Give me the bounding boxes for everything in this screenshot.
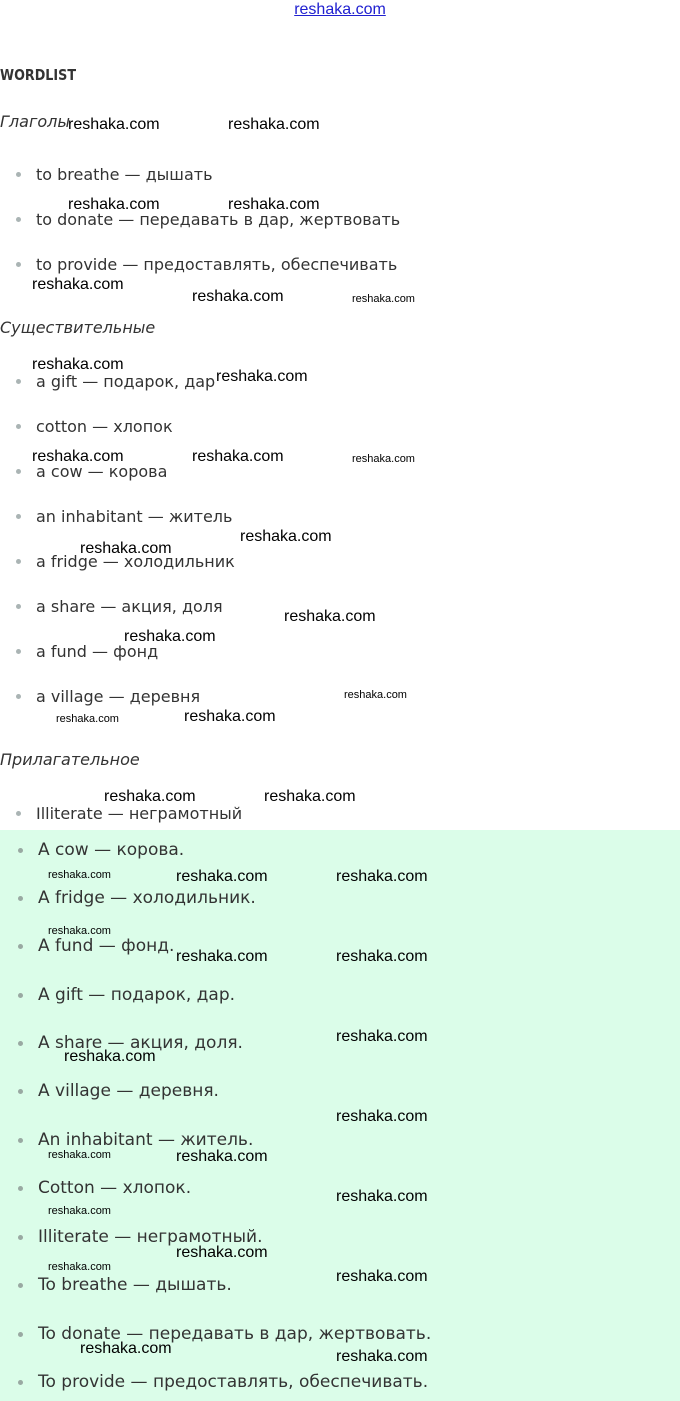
bullet-icon xyxy=(16,469,21,474)
watermark: reshaka.com xyxy=(184,708,276,725)
bullet-icon xyxy=(18,1235,23,1240)
watermark: reshaka.com xyxy=(32,448,124,465)
watermark: reshaka.com xyxy=(48,869,111,881)
watermark: reshaka.com xyxy=(336,948,428,965)
bullet-icon xyxy=(16,172,21,177)
watermark: reshaka.com xyxy=(64,1048,156,1065)
section-heading-verbs: Глаголы xyxy=(0,112,70,131)
watermark: reshaka.com xyxy=(80,540,172,557)
bullet-icon xyxy=(18,1380,23,1385)
bullet-icon xyxy=(18,1041,23,1046)
bullet-icon xyxy=(16,514,21,519)
watermark: reshaka.com xyxy=(228,116,320,133)
bullet-icon xyxy=(16,604,21,609)
bullet-icon xyxy=(18,1089,23,1094)
bullet-icon xyxy=(16,217,21,222)
watermark: reshaka.com xyxy=(176,1148,268,1165)
watermark: reshaka.com xyxy=(192,288,284,305)
watermark: reshaka.com xyxy=(48,1261,111,1273)
watermark: reshaka.com xyxy=(32,356,124,373)
watermark: reshaka.com xyxy=(228,196,320,213)
watermark: reshaka.com xyxy=(352,453,415,465)
bullet-icon xyxy=(18,944,23,949)
watermark: reshaka.com xyxy=(336,1268,428,1285)
bullet-icon xyxy=(16,649,21,654)
bullet-icon xyxy=(16,262,21,267)
watermark: reshaka.com xyxy=(336,1188,428,1205)
bullet-icon xyxy=(16,424,21,429)
watermark: reshaka.com xyxy=(240,528,332,545)
bullet-icon xyxy=(16,559,21,564)
section-heading-adjectives: Прилагательное xyxy=(0,750,140,769)
watermark: reshaka.com xyxy=(56,713,119,725)
watermark: reshaka.com xyxy=(336,1028,428,1045)
watermark: reshaka.com xyxy=(352,293,415,305)
watermark: reshaka.com xyxy=(68,196,160,213)
bullet-icon xyxy=(18,1186,23,1191)
watermark: reshaka.com xyxy=(104,788,196,805)
watermark: reshaka.com xyxy=(176,1244,268,1261)
watermark: reshaka.com xyxy=(48,1205,111,1217)
watermark: reshaka.com xyxy=(216,368,308,385)
watermark: reshaka.com xyxy=(48,1149,111,1161)
watermark: reshaka.com xyxy=(264,788,356,805)
bullet-icon xyxy=(16,811,21,816)
page-title: WORDLIST xyxy=(0,66,77,84)
watermark: reshaka.com xyxy=(32,276,124,293)
watermark: reshaka.com xyxy=(192,448,284,465)
bullet-icon xyxy=(18,848,23,853)
bullet-icon xyxy=(18,1332,23,1337)
watermark: reshaka.com xyxy=(336,1108,428,1125)
watermark: reshaka.com xyxy=(284,608,376,625)
bullet-icon xyxy=(18,896,23,901)
bullet-icon xyxy=(18,993,23,998)
answer-panel: A cow — корова. A fridge — холодильник. A fund — фонд. A gift — подарок, дар. A share — акция, доля. A village — деревня. An inhabitant — житель. Cotton — хлопок. Illiterate — неграмотный. To breathe — дышать. To donate — передавать в дар, жертвовать. To provide — предоставлять, обеспечивать. xyxy=(0,830,680,1401)
watermark: reshaka.com xyxy=(176,868,268,885)
bullet-icon xyxy=(18,1283,23,1288)
bullet-icon xyxy=(16,694,21,699)
watermark: reshaka.com xyxy=(336,1348,428,1365)
watermark: reshaka.com xyxy=(176,948,268,965)
watermark: reshaka.com xyxy=(344,689,407,701)
watermark: reshaka.com xyxy=(336,868,428,885)
bullet-icon xyxy=(18,1138,23,1143)
watermark: reshaka.com xyxy=(124,628,216,645)
site-link[interactable]: reshaka.com xyxy=(294,1,386,18)
section-heading-nouns: Существительные xyxy=(0,318,156,337)
bullet-icon xyxy=(16,379,21,384)
watermark: reshaka.com xyxy=(48,925,111,937)
watermark: reshaka.com xyxy=(68,116,160,133)
watermark: reshaka.com xyxy=(80,1340,172,1357)
